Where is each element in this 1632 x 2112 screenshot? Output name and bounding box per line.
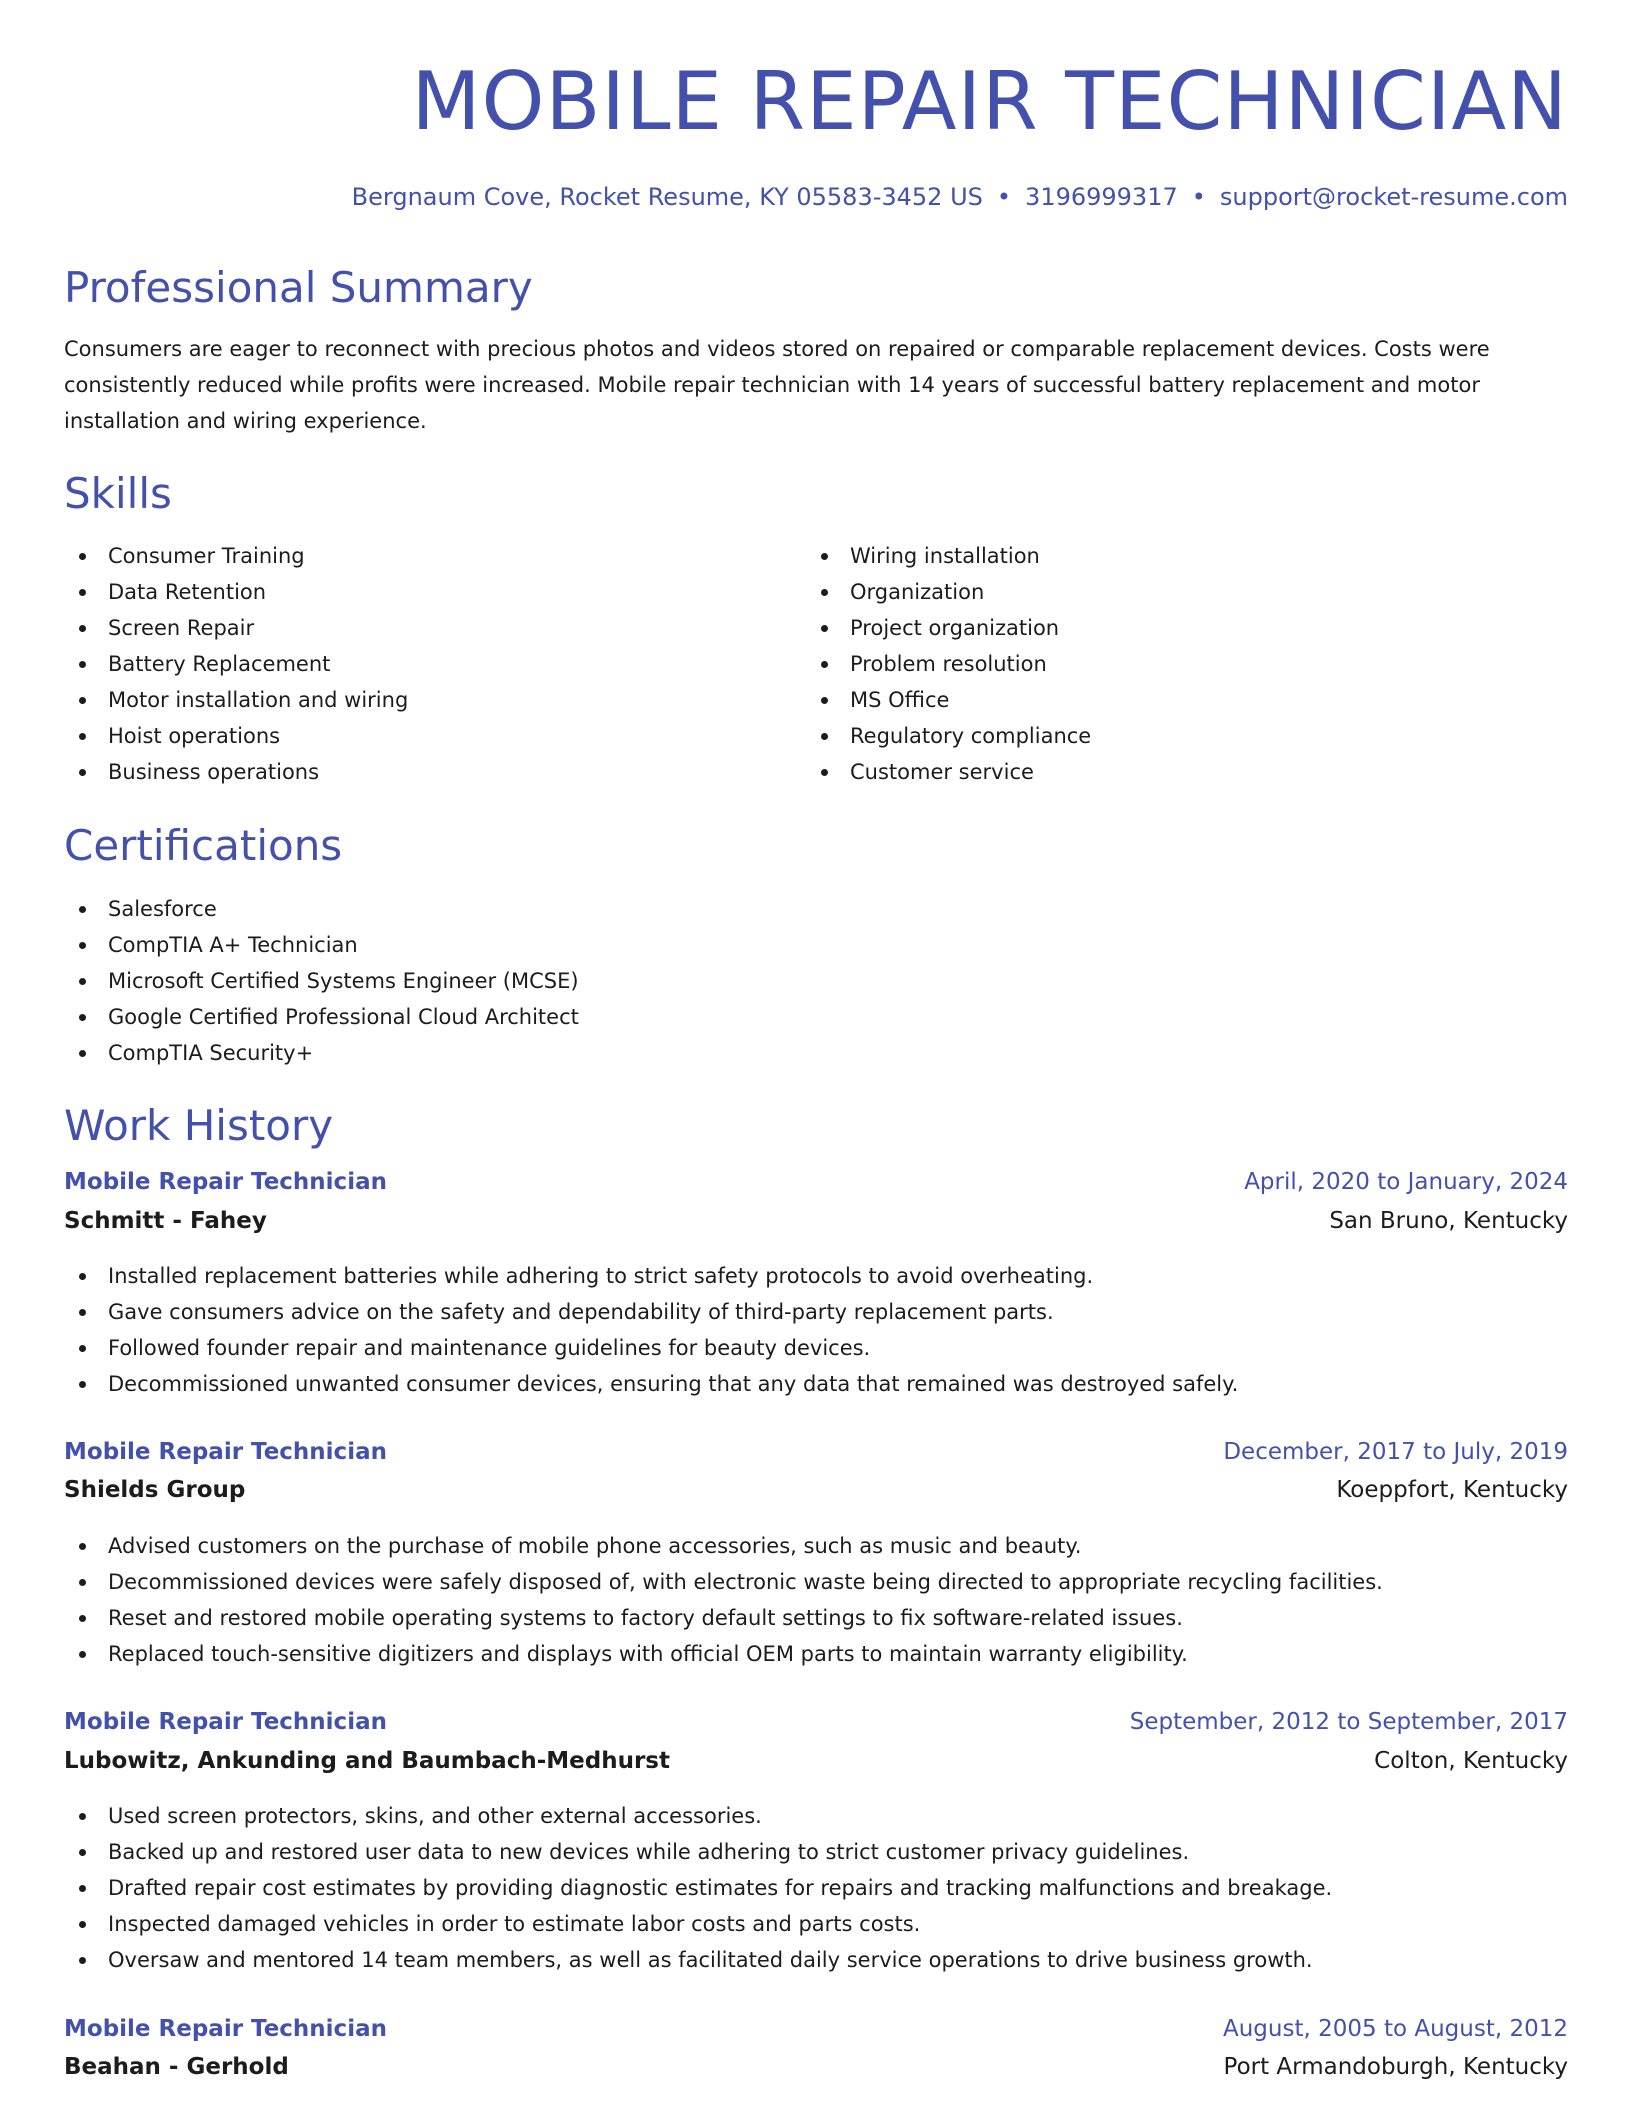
list-item: Organization <box>806 574 1091 610</box>
job-dates: December, 2017 to July, 2019 <box>1223 1439 1568 1465</box>
job-bullets <box>64 1528 1383 1672</box>
list-item: Followed founder repair and maintenance guidelines for beauty devices. <box>64 1330 1238 1366</box>
list-item: Google Certified Professional Cloud Architect <box>64 999 579 1035</box>
list-item: Advised customers on the purchase of mobile phone accessories, such as music and beauty. <box>64 1528 1383 1564</box>
job-location: San Bruno, Kentucky <box>1329 1208 1568 1234</box>
list-item: Screen Repair <box>64 610 408 646</box>
job-location: Colton, Kentucky <box>1374 1748 1568 1774</box>
skills-list-left <box>64 538 408 790</box>
list-item: Battery Replacement <box>64 646 408 682</box>
job-location: Port Armandoburgh, Kentucky <box>1223 2054 1568 2080</box>
candidate-name: MOBILE REPAIR TECHNICIAN <box>411 55 1568 148</box>
list-item: Salesforce <box>64 891 579 927</box>
job-title: Mobile Repair Technician <box>64 2016 387 2042</box>
job-company: Beahan - Gerhold <box>64 2054 289 2080</box>
list-item: Problem resolution <box>806 646 1091 682</box>
contact-separator: • <box>996 183 1012 211</box>
list-item: Project organization <box>806 610 1091 646</box>
job-bullets <box>64 1258 1238 1402</box>
list-item: Oversaw and mentored 14 team members, as well as facilitated daily service operations to drive business growth. <box>64 1942 1332 1978</box>
job-company: Schmitt - Fahey <box>64 1208 267 1234</box>
job-company: Lubowitz, Ankunding and Baumbach-Medhurst <box>64 1748 670 1774</box>
list-item: Consumer Training <box>64 538 408 574</box>
skills-list-right <box>806 538 1091 790</box>
job-dates: April, 2020 to January, 2024 <box>1244 1169 1568 1195</box>
list-item: Data Retention <box>64 574 408 610</box>
list-item: Used screen protectors, skins, and other external accessories. <box>64 1798 1332 1834</box>
list-item: Customer service <box>806 754 1091 790</box>
list-item: Installed replacement batteries while adhering to strict safety protocols to avoid overheating. <box>64 1258 1238 1294</box>
list-item: Drafted repair cost estimates by providing diagnostic estimates for repairs and tracking malfunctions and breakage. <box>64 1870 1332 1906</box>
section-title-skills: Skills <box>64 469 172 518</box>
list-item: Decommissioned devices were safely disposed of, with electronic waste being directed to appropriate recycling facilities. <box>64 1564 1383 1600</box>
list-item: Gave consumers advice on the safety and dependability of third-party replacement parts. <box>64 1294 1238 1330</box>
list-item: Reset and restored mobile operating systems to factory default settings to fix software-related issues. <box>64 1600 1383 1636</box>
list-item: Wiring installation <box>806 538 1091 574</box>
job-dates: August, 2005 to August, 2012 <box>1223 2016 1568 2042</box>
contact-email[interactable]: support@rocket-resume.com <box>1219 183 1568 211</box>
list-item: CompTIA Security+ <box>64 1035 579 1071</box>
job-dates: September, 2012 to September, 2017 <box>1129 1709 1568 1735</box>
list-item: Microsoft Certified Systems Engineer (MCSE) <box>64 963 579 999</box>
section-title-certifications: Certifications <box>64 821 343 870</box>
job-company: Shields Group <box>64 1477 246 1503</box>
list-item: Replaced touch-sensitive digitizers and displays with official OEM parts to maintain warranty eligibility. <box>64 1636 1383 1672</box>
section-title-work-history: Work History <box>64 1101 334 1150</box>
section-title-summary: Professional Summary <box>64 263 533 312</box>
certifications-list <box>64 891 579 1071</box>
contact-phone[interactable]: 3196999317 <box>1025 183 1178 211</box>
list-item: Decommissioned unwanted consumer devices, ensuring that any data that remained was destroyed safely. <box>64 1366 1238 1402</box>
job-bullets <box>64 1798 1332 1978</box>
list-item: Motor installation and wiring <box>64 682 408 718</box>
list-item: Backed up and restored user data to new devices while adhering to strict customer privacy guidelines. <box>64 1834 1332 1870</box>
list-item: CompTIA A+ Technician <box>64 927 579 963</box>
contact-line <box>352 180 1568 214</box>
job-location: Koeppfort, Kentucky <box>1336 1477 1568 1503</box>
list-item: Business operations <box>64 754 408 790</box>
contact-address: Bergnaum Cove, Rocket Resume, KY 05583-3452 US <box>351 183 983 211</box>
list-item: Regulatory compliance <box>806 718 1091 754</box>
contact-separator: • <box>1191 183 1206 211</box>
job-title: Mobile Repair Technician <box>64 1439 387 1465</box>
list-item: Hoist operations <box>64 718 408 754</box>
job-title: Mobile Repair Technician <box>64 1709 387 1735</box>
list-item: MS Office <box>806 682 1091 718</box>
job-title: Mobile Repair Technician <box>64 1169 387 1195</box>
summary-text: Consumers are eager to reconnect with precious photos and videos stored on repaired or comparable replacement devices. Costs were consistently reduced while profits were increased. Mobile repair technician with 14 years of successful battery replacement and motor installation and wiring experience. <box>64 337 1490 433</box>
list-item: Inspected damaged vehicles in order to estimate labor costs and parts costs. <box>64 1906 1332 1942</box>
